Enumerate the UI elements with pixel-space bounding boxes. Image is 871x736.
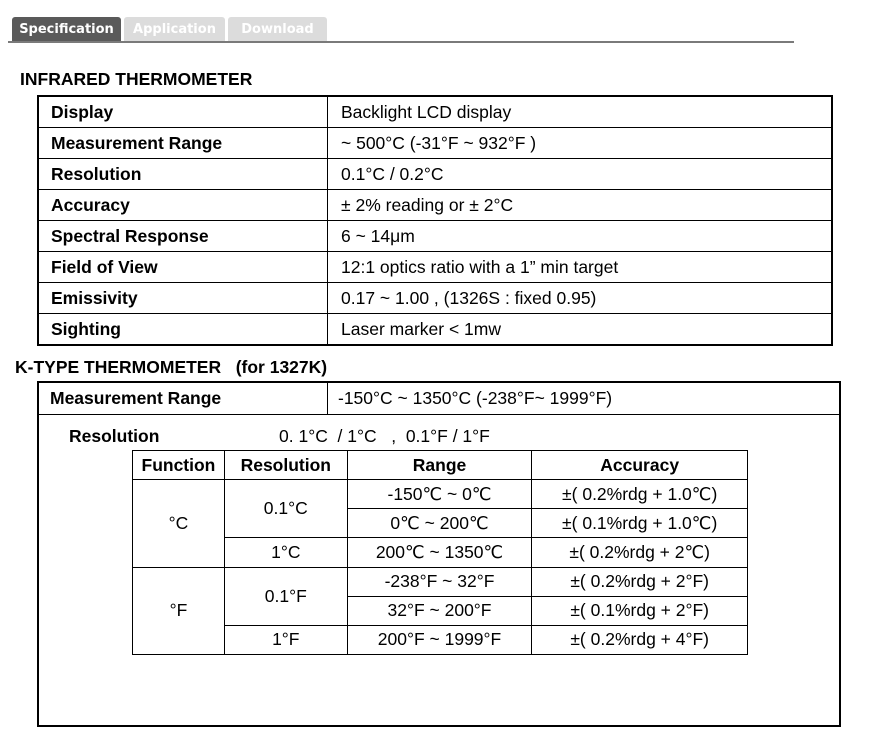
accuracy-cell: ±( 0.1%rdg + 2°F): [532, 596, 748, 625]
table-row: [133, 538, 748, 567]
resolution-cell: 0.1°C: [224, 480, 347, 538]
range-cell: -150℃ ~ 0℃: [347, 480, 532, 509]
table-row: [38, 190, 832, 221]
resolution-label: Resolution: [69, 426, 160, 446]
spec-value: ~ 500°C (-31°F ~ 932°F ): [328, 128, 833, 159]
cell-divider: [327, 383, 328, 414]
tab-divider: [8, 41, 794, 43]
spec-label: Spectral Response: [38, 221, 328, 252]
accuracy-cell: ±( 0.2%rdg + 2℃): [532, 538, 748, 567]
accuracy-cell: ±( 0.2%rdg + 1.0℃): [532, 480, 748, 509]
ktype-spec-box: [37, 381, 841, 727]
spec-value: Laser marker < 1mw: [328, 314, 833, 346]
spec-label: Display: [38, 96, 328, 128]
column-header: Accuracy: [532, 451, 748, 480]
table-row: [38, 221, 832, 252]
accuracy-cell: ±( 0.1%rdg + 1.0℃): [532, 509, 748, 538]
ktype-range-row: [39, 383, 839, 415]
table-row: [133, 567, 748, 596]
column-header: Resolution: [224, 451, 347, 480]
range-cell: 200℃ ~ 1350℃: [347, 538, 532, 567]
spec-label: Measurement Range: [50, 388, 222, 408]
spec-label: Accuracy: [38, 190, 328, 221]
spec-value: 6 ~ 14μm: [328, 221, 833, 252]
column-header: Function: [133, 451, 225, 480]
spec-label: Sighting: [38, 314, 328, 346]
infrared-spec-table: [37, 95, 833, 346]
spec-value: -150°C ~ 1350°C (-238°F~ 1999°F): [338, 388, 613, 408]
column-header: Range: [347, 451, 532, 480]
resolution-cell: 1°F: [224, 625, 347, 654]
spec-value: 0.17 ~ 1.00 , (1326S : fixed 0.95): [328, 283, 833, 314]
range-cell: 200°F ~ 1999°F: [347, 625, 532, 654]
accuracy-table: [132, 450, 748, 655]
spec-value: 0.1°C / 0.2°C: [328, 159, 833, 190]
table-header-row: [133, 451, 748, 480]
range-cell: 32°F ~ 200°F: [347, 596, 532, 625]
accuracy-cell: ±( 0.2%rdg + 4°F): [532, 625, 748, 654]
spec-value: Backlight LCD display: [328, 96, 833, 128]
spec-label: Measurement Range: [38, 128, 328, 159]
table-row: [38, 252, 832, 283]
tab-specification[interactable]: Specification: [12, 17, 121, 41]
table-row: [38, 128, 832, 159]
range-cell: -238°F ~ 32°F: [347, 567, 532, 596]
spec-label: Emissivity: [38, 283, 328, 314]
table-row: [38, 159, 832, 190]
spec-label: Field of View: [38, 252, 328, 283]
accuracy-cell: ±( 0.2%rdg + 2°F): [532, 567, 748, 596]
tab-download[interactable]: Download: [228, 17, 327, 41]
table-row: [38, 314, 832, 346]
table-row: [38, 283, 832, 314]
function-fahrenheit: °F: [133, 567, 225, 654]
infrared-title: INFRARED THERMOMETER: [20, 69, 253, 89]
ktype-title: K-TYPE THERMOMETER (for 1327K): [15, 357, 328, 377]
range-cell: 0℃ ~ 200℃: [347, 509, 532, 538]
resolution-cell: 0.1°F: [224, 567, 347, 625]
table-row: [133, 480, 748, 509]
table-row: [38, 96, 832, 128]
resolution-cell: 1°C: [224, 538, 347, 567]
spec-value: ± 2% reading or ± 2°C: [328, 190, 833, 221]
function-celsius: °C: [133, 480, 225, 567]
spec-value: 12:1 optics ratio with a 1” min target: [328, 252, 833, 283]
table-row: [133, 625, 748, 654]
tab-application[interactable]: Application: [124, 17, 225, 41]
resolution-value: 0. 1°C / 1°C , 0.1°F / 1°F: [279, 426, 490, 446]
spec-label: Resolution: [38, 159, 328, 190]
